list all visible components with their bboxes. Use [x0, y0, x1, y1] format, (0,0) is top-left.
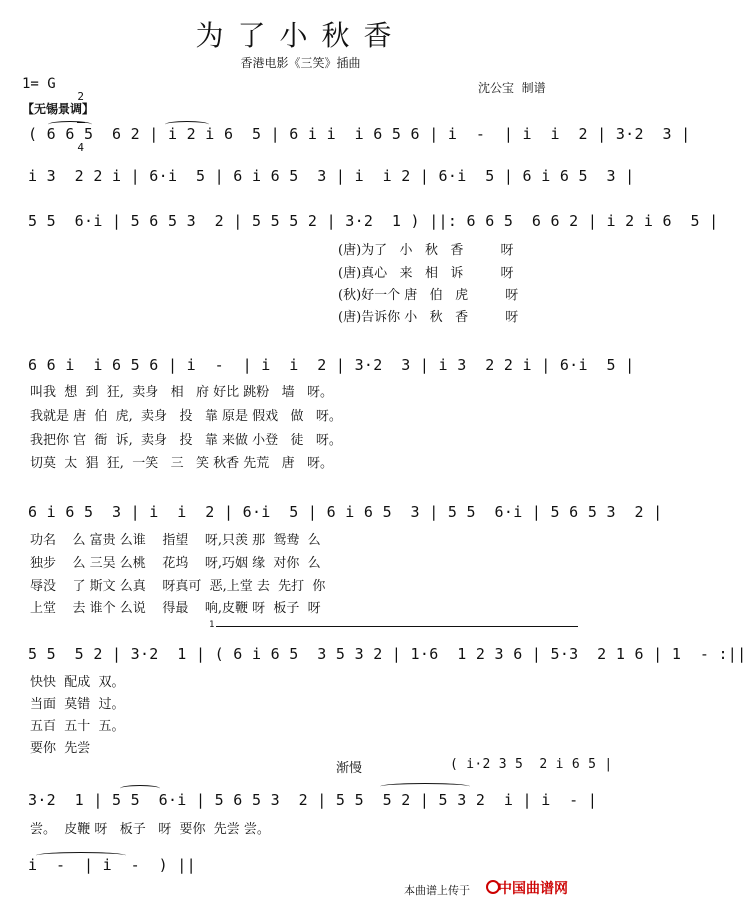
score-line-7: 3·2 1 | 5 5 6·i | 5 6 5 3 2 | 5 5 5 2 | 5 3 2 i | i - |: [28, 791, 598, 809]
role-line-2: (唐)真心 来 相 诉 呀: [338, 266, 514, 281]
score-line-7-intro: ( i·2 3 5 2 i 6 5 |: [450, 757, 613, 772]
lyric-line: 当面 莫错 过。: [30, 697, 125, 712]
page-title: 为了小秋香: [195, 19, 406, 52]
lyric-line: 要你 先尝: [30, 741, 91, 756]
subtitle: 香港电影《三笑》插曲: [240, 56, 361, 70]
key-signature: 1= G: [22, 76, 56, 92]
role-line-1: (唐)为了 小 秋 香 呀: [338, 243, 514, 258]
score-line-6: 5 5 5 2 | 3·2 1 | ( 6 i 6 5 3 5 3 2 | 1·6 1 2 3 6 | 5·3 2 1 6 | 1 - :||: [28, 645, 746, 663]
score-line-2: i 3 2 2 i | 6·i 5 | 6 i 6 5 3 | i i 2 | 6·i 5 | 6 i 6 5 3 |: [28, 167, 635, 185]
brand-name[interactable]: 中国曲谱网: [498, 881, 568, 897]
lyric-line: 叫我 想 到 狂, 卖身 相 府 好比 跳粉 墙 呀。: [30, 385, 334, 400]
lyric-line: 功名 么 富贵 么谁 指望 呀,只羡 那 鸳鸯 么: [30, 533, 321, 548]
time-signature: [74, 72, 87, 163]
tie-arc: [120, 785, 160, 792]
tie-arc: [380, 783, 470, 790]
time-signature-top: 2: [77, 90, 84, 103]
volta-bracket: [216, 626, 578, 627]
score-line-5: 6 i 6 5 3 | i i 2 | 6·i 5 | 6 i 6 5 3 | 5 5 6·i | 5 6 5 3 2 |: [28, 503, 663, 521]
lyric-line: 我把你 官 衙 诉, 卖身 投 靠 来做 小登 徒 呀。: [30, 433, 342, 448]
lyric-line: 上堂 去 谁个 么说 得最 响,皮鞭 呀 板子 呀: [30, 601, 321, 616]
tie-arc: [48, 121, 92, 128]
tempo-mark: 渐慢: [336, 761, 363, 776]
role-line-3: (秋)好一个 唐 伯 虎 呀: [338, 288, 519, 303]
time-signature-bottom: 4: [77, 141, 84, 154]
lyric-line: 尝。 皮鞭 呀 板子 呀 要你 先尝 尝。: [30, 822, 270, 837]
score-line-1: ( 6 6 5 6 2 | i 2 i 6 5 | 6 i i i 6 5 6 | i - | i i 2 | 3·2 3 |: [28, 125, 691, 143]
score-line-8: i - | i - ) ||: [28, 856, 196, 874]
lyric-line: 我就是 唐 伯 虎, 卖身 投 靠 原是 假戏 做 呀。: [30, 409, 342, 424]
lyric-line: 切莫 太 猖 狂, 一笑 三 笑 秋香 先荒 唐 呀。: [30, 456, 334, 471]
tie-arc: [36, 852, 126, 859]
score-line-4: 6 6 i i 6 5 6 | i - | i i 2 | 3·2 3 | i 3 2 2 i | 6·i 5 |: [28, 356, 635, 374]
upload-note: 本曲谱上传于: [404, 884, 470, 897]
lyric-line: 快快 配成 双。: [30, 675, 125, 690]
composer-credit: 沈公宝 制谱: [478, 81, 546, 95]
style-label: 【无锡景调】: [22, 102, 95, 116]
lyric-line: 辱没 了 斯文 么真 呀真可 恶,上堂 去 先打 你: [30, 579, 326, 594]
lyric-line: 独步 么 三吴 么桃 花坞 呀,巧姻 缘 对你 么: [30, 556, 321, 571]
volta-number: 1: [209, 620, 215, 630]
role-line-4: (唐)告诉你 小 秋 香 呀: [338, 310, 519, 325]
lyric-line: 五百 五十 五。: [30, 719, 125, 734]
tie-arc: [165, 121, 209, 128]
score-line-3: 5 5 6·i | 5 6 5 3 2 | 5 5 5 2 | 3·2 1 ) ||: 6 6 5 6 6 2 | i 2 i 6 5 |: [28, 212, 719, 230]
